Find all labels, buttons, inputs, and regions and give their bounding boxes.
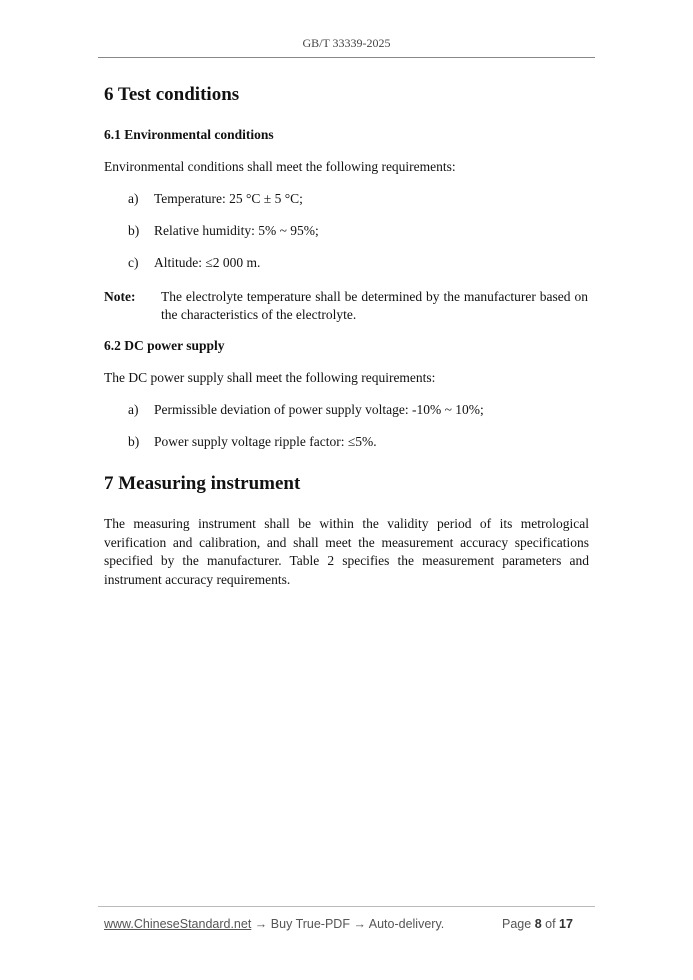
document-code: GB/T 33339-2025	[302, 36, 391, 50]
section-7-body: The measuring instrument shall be within the validity period of its metrological verification and calibration, and shall meet the measurement accuracy specifications specified by the manufacturer. Table 2 specifies the measurement parameters and instrument accuracy requirements.	[104, 516, 589, 587]
list-item	[128, 256, 260, 270]
footer-divider	[98, 906, 595, 907]
list-marker: c)	[128, 255, 139, 270]
footer-promo	[104, 917, 444, 931]
section-6-1-heading: 6.1 Environmental conditions	[104, 127, 274, 142]
list-marker: b)	[128, 434, 140, 449]
list-item	[128, 403, 484, 417]
list-marker: b)	[128, 223, 140, 238]
list-item	[128, 435, 377, 449]
delivery-text: Auto-delivery.	[368, 917, 445, 931]
list-marker: a)	[128, 402, 139, 417]
list-item-text: Temperature: 25 °C ± 5 °C;	[154, 191, 303, 206]
section-7-heading: 7 Measuring instrument	[104, 473, 301, 494]
list-item	[128, 192, 303, 206]
list-item-text: Permissible deviation of power supply voltage: -10% ~ 10%;	[154, 402, 484, 417]
page-number: Page 8 of 17	[502, 917, 573, 931]
arrow-icon: →	[353, 917, 366, 931]
note-text: The electrolyte temperature shall be determined by the manufacturer based on the characteristics of the electrolyte.	[161, 289, 588, 322]
section-6-1-intro: Environmental conditions shall meet the following requirements:	[104, 159, 456, 174]
list-item-text: Altitude: ≤2 000 m.	[154, 255, 261, 270]
section-6-2-heading: 6.2 DC power supply	[104, 338, 225, 353]
list-item	[128, 224, 319, 238]
header-divider	[98, 57, 595, 58]
note-label: Note:	[104, 289, 136, 304]
total-pages: 17	[559, 917, 573, 931]
section-6-2-intro: The DC power supply shall meet the following requirements:	[104, 370, 436, 385]
list-marker: a)	[128, 191, 139, 206]
current-page: 8	[534, 917, 542, 931]
list-item-text: Power supply voltage ripple factor: ≤5%.	[154, 434, 377, 449]
arrow-icon: →	[254, 917, 268, 931]
website-link[interactable]: www.ChineseStandard.net	[104, 917, 252, 931]
section-6-heading: 6 Test conditions	[104, 84, 240, 105]
buy-text: Buy True-PDF	[270, 917, 350, 931]
list-item-text: Relative humidity: 5% ~ 95%;	[154, 223, 319, 238]
